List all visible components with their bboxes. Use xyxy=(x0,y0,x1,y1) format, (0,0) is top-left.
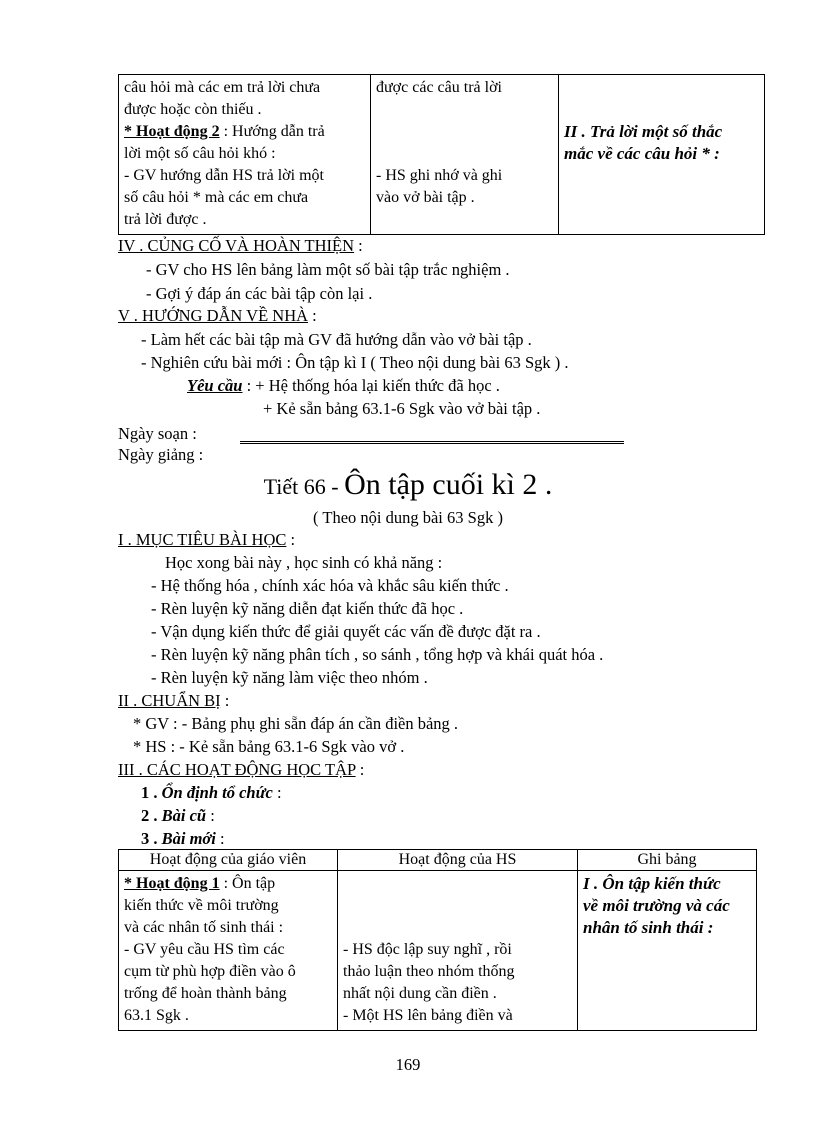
activity-2-rest: : Hướng dẫn trả xyxy=(219,123,325,140)
teacher-activity-cell xyxy=(119,75,371,235)
board-note-cell xyxy=(578,871,757,1031)
step-2 xyxy=(141,806,215,826)
section-ii-title: II . CHUẨN BỊ xyxy=(118,691,221,710)
section-ii-heading xyxy=(118,691,229,711)
step-1 xyxy=(141,783,282,803)
teacher-line: cụm từ phù hợp điền vào ô xyxy=(124,963,296,980)
section-iii-colon: : xyxy=(355,760,365,779)
teacher-line: kiến thức về môi trường xyxy=(124,897,279,914)
section-v-title: V . HƯỚNG DẪN VỀ NHÀ xyxy=(118,306,309,325)
section-i-heading xyxy=(118,530,295,550)
header-board: Ghi bảng xyxy=(578,850,757,871)
student-line: - HS ghi nhớ và ghi xyxy=(376,167,503,184)
teacher-line: câu hỏi mà các em trả lời chưa xyxy=(124,79,321,96)
requirements-label: Yêu cầu xyxy=(187,376,243,395)
section-v-item: - Nghiên cứu bài mới : Ôn tập kì I ( Theo nội dung bài 63 Sgk ) . xyxy=(141,353,569,372)
activity-1-label: * Hoạt động 1 xyxy=(124,875,220,892)
section-v-colon: : xyxy=(308,306,317,325)
board-note-line: về môi trường và các xyxy=(583,896,730,915)
teacher-line: - GV yêu cầu HS tìm các xyxy=(124,941,285,958)
student-line: - Một HS lên bảng điền và xyxy=(343,1007,513,1024)
board-note-line: nhân tố sinh thái : xyxy=(583,918,714,937)
section-i-intro: Học xong bài này , học sinh có khả năng : xyxy=(165,553,443,572)
header-teacher: Hoạt động của giáo viên xyxy=(119,850,338,871)
student-activity-cell xyxy=(338,871,578,1031)
objective-item: - Rèn luyện kỹ năng phân tích , so sánh , tổng hợp và khái quát hóa . xyxy=(151,645,604,664)
step-number: 3 . xyxy=(141,829,162,848)
teacher-line: lời một số câu hỏi khó : xyxy=(124,145,276,162)
section-iv-item: - GV cho HS lên bảng làm một số bài tập trắc nghiệm . xyxy=(146,260,510,279)
step-label: Ổn định tổ chức xyxy=(161,783,273,802)
requirements-line xyxy=(187,376,500,396)
teacher-line: được hoặc còn thiếu . xyxy=(124,101,262,118)
step-3 xyxy=(141,829,225,849)
objective-item: - Rèn luyện kỹ năng làm việc theo nhóm . xyxy=(151,668,428,687)
activity-1-heading xyxy=(124,873,332,895)
section-i-colon: : xyxy=(286,530,296,549)
activity-2-heading xyxy=(124,121,365,143)
student-line: nhất nội dung cần điền . xyxy=(343,985,497,1002)
teacher-line: trống để hoàn thành bảng xyxy=(124,985,287,1002)
requirement-2: + Kẻ sẵn bảng 63.1-6 Sgk vào vở bài tập . xyxy=(263,399,541,418)
student-line: thảo luận theo nhóm thống xyxy=(343,963,515,980)
teacher-line: số câu hỏi * mà các em chưa xyxy=(124,189,309,206)
objective-item: - Vận dụng kiến thức để giải quyết các vấn đề được đặt ra . xyxy=(151,622,541,641)
prep-date-label: Ngày soạn : xyxy=(118,424,197,443)
section-i-title: I . MỤC TIÊU BÀI HỌC xyxy=(118,530,287,549)
lesson-number: Tiết 66 - xyxy=(263,474,345,499)
date-separator-line xyxy=(240,441,624,444)
activity-1-rest: : Ôn tập xyxy=(219,875,276,892)
teach-date-label: Ngày giảng : xyxy=(118,445,204,464)
preparation-item: * GV : - Bảng phụ ghi sẵn đáp án cần điền bảng . xyxy=(133,714,459,733)
teacher-activity-cell xyxy=(119,871,338,1031)
student-line: - HS độc lập suy nghĩ , rồi xyxy=(343,941,512,958)
student-line: vào vở bài tập . xyxy=(376,189,475,206)
activities-table xyxy=(118,849,757,1031)
preparation-item: * HS : - Kẻ sẵn bảng 63.1-6 Sgk vào vở . xyxy=(133,737,405,756)
teacher-line: trả lời được . xyxy=(124,211,207,228)
section-v-heading xyxy=(118,306,317,326)
teacher-line: và các nhân tố sinh thái : xyxy=(124,919,284,936)
section-iii-heading xyxy=(118,760,364,780)
page-number: 169 xyxy=(395,1055,421,1074)
objective-item: - Rèn luyện kỹ năng diễn đạt kiến thức đã học . xyxy=(151,599,464,618)
step-label: Bài cũ xyxy=(161,806,207,825)
section-iii-title: III . CÁC HOẠT ĐỘNG HỌC TẬP xyxy=(118,760,356,779)
activity-2-label: * Hoạt động 2 xyxy=(124,123,220,140)
section-iv-colon: : xyxy=(354,236,363,255)
student-line: được các câu trả lời xyxy=(376,79,502,96)
header-student: Hoạt động của HS xyxy=(338,850,578,871)
requirement-1: : + Hệ thống hóa lại kiến thức đã học . xyxy=(242,376,500,395)
step-label: Bài mới xyxy=(161,829,216,848)
student-activity-cell xyxy=(371,75,559,235)
teacher-line: 63.1 Sgk . xyxy=(124,1007,189,1024)
lesson-name: Ôn tập cuối kì 2 . xyxy=(344,468,553,501)
activities-table-continued xyxy=(118,74,765,235)
step-number: 1 . xyxy=(141,783,162,802)
section-ii-colon: : xyxy=(220,691,230,710)
board-note-cell xyxy=(559,75,765,235)
teacher-line: - GV hướng dẫn HS trả lời một xyxy=(124,167,324,184)
section-iv-title: IV . CỦNG CỐ VÀ HOÀN THIỆN xyxy=(118,236,355,255)
step-tail: : xyxy=(215,829,225,848)
lesson-title xyxy=(0,468,816,502)
section-iv-item: - Gợi ý đáp án các bài tập còn lại . xyxy=(146,284,373,303)
lesson-subtitle: ( Theo nội dung bài 63 Sgk ) xyxy=(313,508,503,527)
board-note-line: II . Trả lời một số thắc xyxy=(564,122,723,141)
board-note-line: I . Ôn tập kiến thức xyxy=(583,874,721,893)
step-number: 2 . xyxy=(141,806,162,825)
step-tail: : xyxy=(272,783,282,802)
section-iv-heading xyxy=(118,236,363,256)
objective-item: - Hệ thống hóa , chính xác hóa và khắc sâu kiến thức . xyxy=(151,576,509,595)
section-v-item: - Làm hết các bài tập mà GV đã hướng dẫn vào vở bài tập . xyxy=(141,330,532,349)
board-note-line: mắc về các câu hỏi * : xyxy=(564,144,720,163)
step-tail: : xyxy=(206,806,215,825)
